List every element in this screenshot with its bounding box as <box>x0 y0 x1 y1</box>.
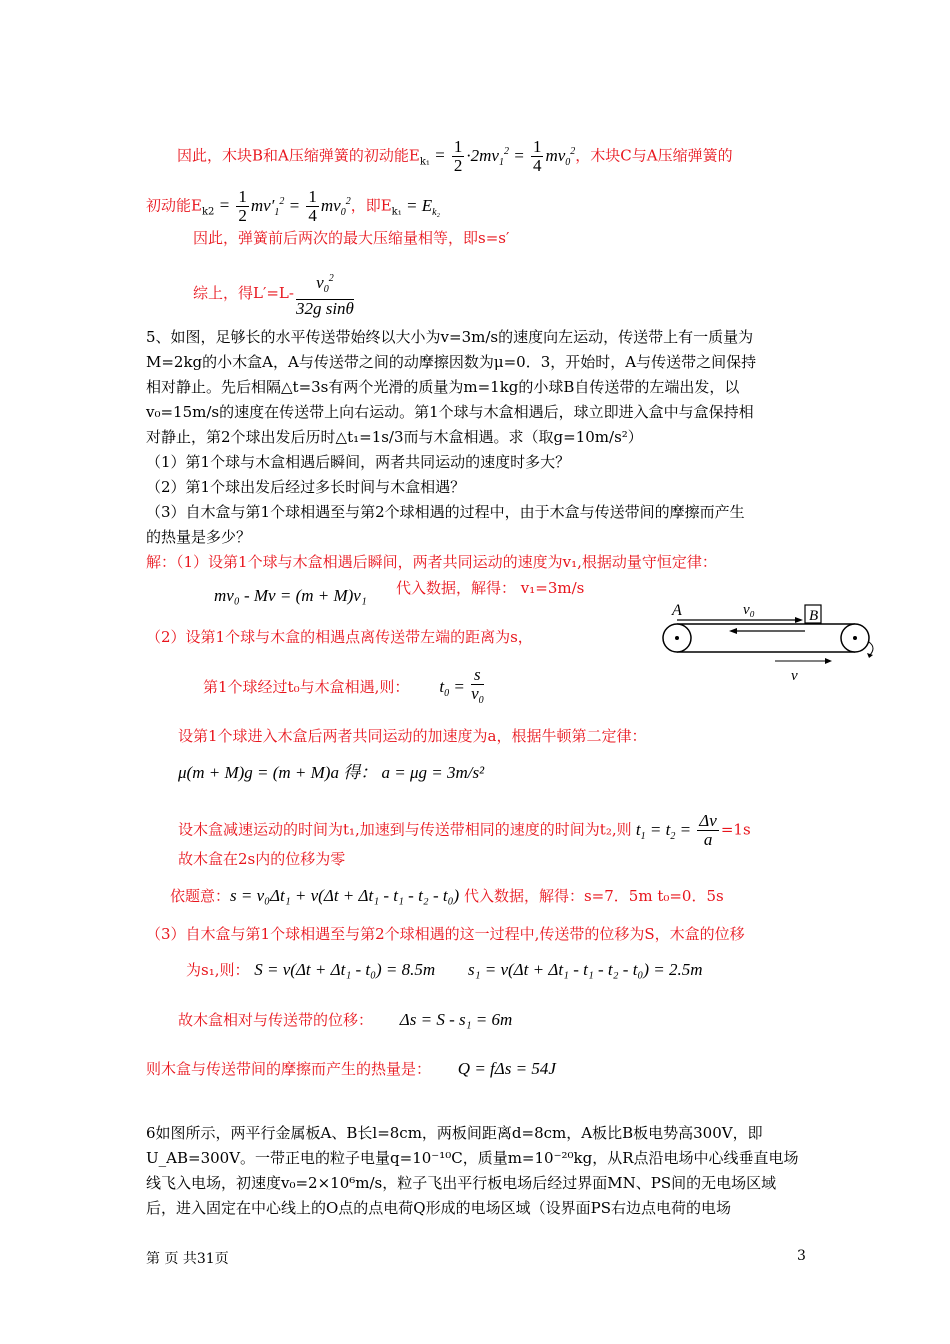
right-roller-axle <box>853 636 857 640</box>
solution5-s9: （3）自木盒与第1个球相遇至与第2个球相遇的这一过程中,传送带的位移为S，木盒的位移 <box>146 925 745 943</box>
label-B: B <box>809 608 819 624</box>
solution5-s8 <box>170 886 724 906</box>
sol-prev-line2-text-b: ，即E <box>350 196 392 215</box>
problem5-line: （1）第1个球与木盒相遇后瞬间，两者共同运动的速度时多大？ <box>146 453 571 471</box>
problem5-line: 5、如图，足够长的水平传送带始终以大小为v=3m/s的速度向左运动，传送带上有一质量为 <box>146 328 754 346</box>
problem5-line: M=2kg的小木盒A，A与传送带之间的动摩擦因数为μ=0．3，开始时，A与传送带之间保持 <box>146 353 757 371</box>
sol-prev-line2: 初动能$E_{k2}$ = $\frac{1}{2}$ $mv'_1^2$ = $\frac{1}{4}$ $mv_0^2$，即$E_{k_1} = E_{k_2}$ <box>146 187 441 225</box>
solution5-s3-text: 第1个球经过t₀与木盒相遇,则： <box>203 678 410 696</box>
sol-prev-line4-text: 综上，得L′=L- <box>193 284 294 302</box>
solution5-s5-eq: μ(m + M)g = (m + M)a 得： a = μg = 3m/s² <box>178 763 485 782</box>
solution5-s6-text: 设木盒减速运动的时间为t₁,加速到与传送带相同的速度的时间为t₂,则 <box>178 820 632 839</box>
solution5-s1: 解：（1）设第1个球与木盒相遇后瞬间，两者共同运动的速度为v₁,根据动量守恒定律： <box>146 553 717 571</box>
solution5-s10-eq1: S = v(Δt + Δt₁ - t₀) = 8.5m <box>254 960 436 979</box>
problem6-line: 6如图所示，两平行金属板A、B长l=8cm，两板间距离d=8cm，A板比B板电势高300V，即 <box>146 1124 763 1142</box>
footer-page-number: 3 <box>797 1248 806 1264</box>
solution5-s6: 设木盒减速运动的时间为t₁,加速到与传送带相同的速度的时间为t₂,则 $t_1 = t_2$ = $\frac{\Delta v}{a}$ =1s <box>178 811 751 849</box>
v-arrow-head <box>825 658 832 664</box>
problem5-line: 的热量是多少？ <box>146 528 252 546</box>
solution5-s8-label: 依题意： <box>170 887 231 905</box>
solution5-s10-label: 为s₁,则： <box>186 961 250 979</box>
v0-arrow-head <box>795 617 803 623</box>
label-A: A <box>672 602 682 619</box>
solution5-s12 <box>146 1059 556 1079</box>
sol-prev-line1-text-b: ，木块C与A压缩弹簧的 <box>575 146 733 165</box>
sol-prev-line1: 因此，木块B和A压缩弹簧的初动能$E_{k_1}$ = $\frac{1}{2}$ $\cdot 2mv_1^2$ = $\frac{1}{4}$ $mv_0^2$，木块C与A压缩弹簧的 <box>177 137 733 175</box>
solution5-s7: 故木盒在2s内的位移为零 <box>178 850 346 868</box>
belt-direction-arrow-head <box>729 628 737 634</box>
solution5-s4: 设第1个球进入木盒后两者共同运动的加速度为a，根据牛顿第二定律： <box>178 727 647 745</box>
conveyor-belt-figure <box>655 598 885 688</box>
solution5-s11-eq: Δs = S - s₁ = 6m <box>399 1010 513 1029</box>
problem5-line: 相对静止。先后相隔△t=3s有两个光滑的质量为m=1kg的小球B自传送带的左端出发，以 <box>146 378 740 396</box>
label-v0: v₀ <box>743 602 755 618</box>
solution5-s6-result: =1s <box>720 820 751 839</box>
sol-prev-line3: 因此，弹簧前后两次的最大压缩量相等，即s=s′ <box>193 229 510 247</box>
label-v: v <box>791 668 798 684</box>
footer-page-info: 第 页 共31页 <box>146 1251 229 1267</box>
problem5-line: 对静止，第2个球出发后历时△t₁=1s/3而与木盒相遇。求（取g=10m/s²） <box>146 428 643 446</box>
rotation-arrow-head <box>867 653 873 658</box>
problem5-line: （2）第1个球出发后经过多长时间与木盒相遇？ <box>146 478 466 496</box>
solution5-s2: （2）设第1个球与木盒的相遇点离传送带左端的距离为s， <box>146 628 533 646</box>
solution5-s11-label: 故木盒相对与传送带的位移： <box>178 1011 374 1029</box>
sol-prev-line1-text-a: 因此，木块B和A压缩弹簧的初动能E <box>177 146 420 165</box>
problem6-line: 后，进入固定在中心线上的O点的点电荷Q形成的电场区域（设界面PS右边点电荷的电场 <box>146 1199 731 1217</box>
solution5-s10-eq2: s₁ = v(Δt + Δt₁ - t₁ - t₂ - t₀) = 2.5m <box>467 960 703 979</box>
solution5-s1-result: 代入数据，解得： v₁=3m/s <box>396 579 585 597</box>
problem5-line: v₀=15m/s的速度在传送带上向右运动。第1个球与木盒相遇后，球立即进入盒中与盒保持相 <box>146 403 754 421</box>
solution5-s10 <box>186 960 703 980</box>
problem6-line: U_AB=300V。一带正电的粒子电量q=10⁻¹⁰C，质量m=10⁻²⁰kg，从R点沿电场中心线垂直电场 <box>146 1149 799 1167</box>
sol-prev-line4: 综上，得L′=L- $\frac{v_0^2}{\text{32g sinθ}}$ <box>193 270 356 318</box>
solution5-s8-eq: s = v₀Δt₁ + v(Δt + Δt₁ - t₁ - t₂ - t₀) <box>230 886 460 905</box>
solution5-s8-result: 代入数据，解得：s=7．5m t₀=0．5s <box>463 887 724 905</box>
sol-prev-line2-text-a: 初动能E <box>146 196 202 215</box>
solution5-s3: 第1个球经过t₀与木盒相遇,则： $t_0$ = $\frac{s}{v_0}$ <box>203 665 484 706</box>
solution5-s12-eq: Q = fΔs = 54J <box>457 1059 556 1078</box>
solution5-s11 <box>178 1010 512 1030</box>
left-roller-axle <box>675 636 679 640</box>
solution5-s12-label: 则木盒与传送带间的摩擦而产生的热量是： <box>146 1060 432 1078</box>
problem5-line: （3）自木盒与第1个球相遇至与第2个球相遇的过程中，由于木盒与传送带间的摩擦而产生 <box>146 503 745 521</box>
solution5-s1-eq: mv₀ - Mv = (m + M)v₁ <box>214 586 367 605</box>
problem6-line: 线飞入电场，初速度v₀=2×10⁶m/s，粒子飞出平行板电场后经过界面MN、PS间的无电场区域 <box>146 1174 777 1192</box>
